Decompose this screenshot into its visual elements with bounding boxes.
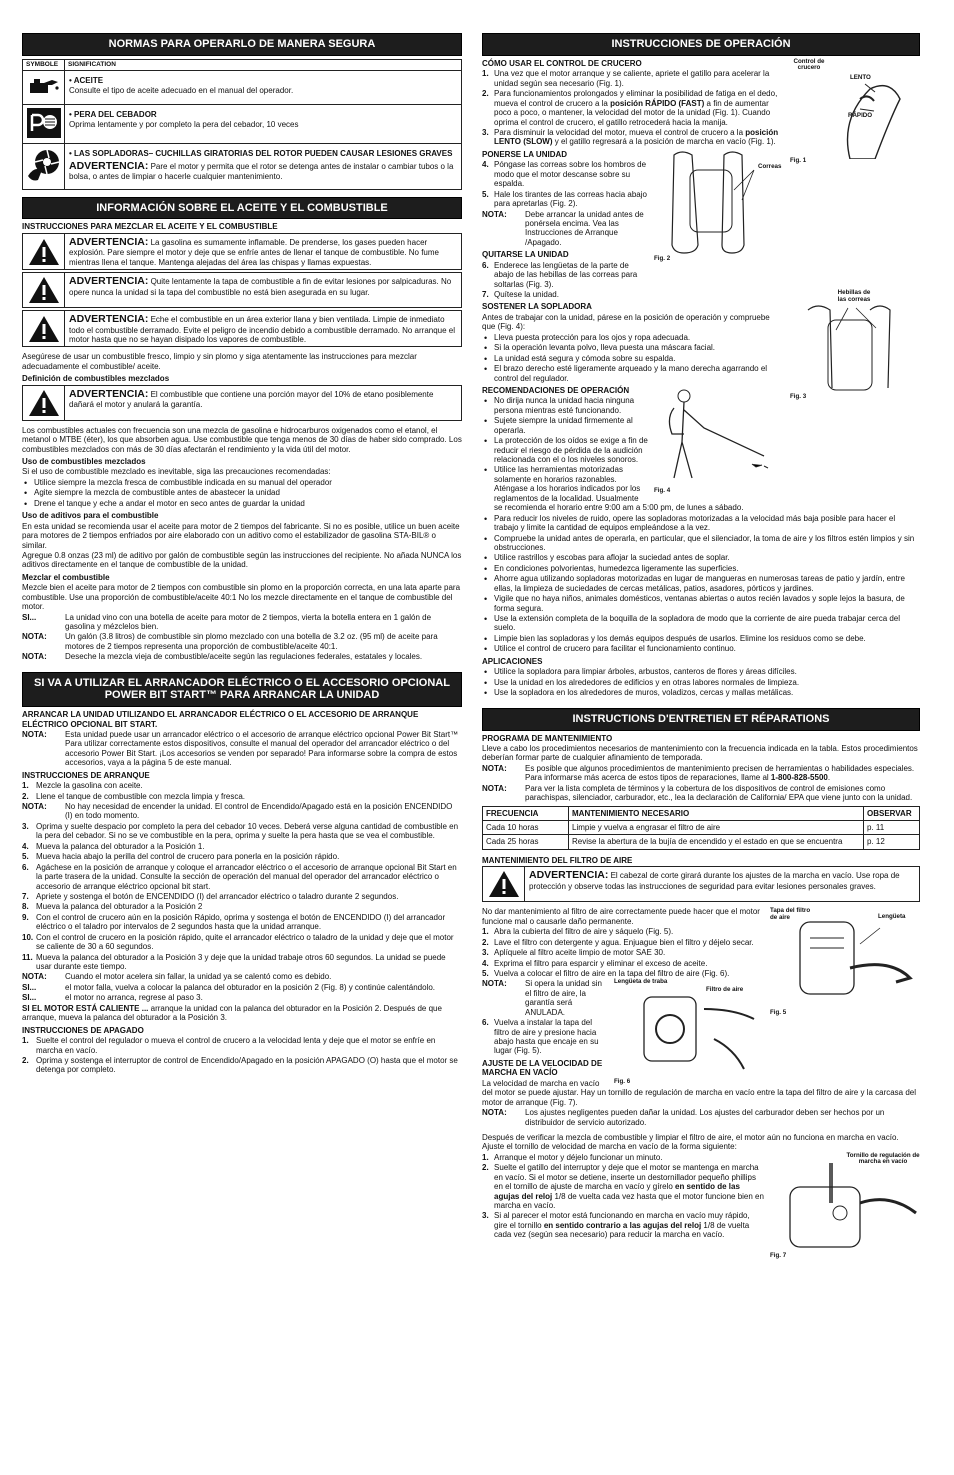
note-row: NOTA: Para ver la lista completa de términos y la cobertura de los dispositivos de control de emisiones como parachispas, silenciador, carburador, etc., lea la declaración de California/ EPA que viene junto con la unidad.: [482, 783, 913, 803]
air-filter-figure: [614, 979, 764, 1079]
list-item: • Si la operación levanta polvo, lleva puesta una máscara facial.: [482, 343, 920, 352]
cruise-heading: CÓMO USAR EL CONTROL DE CRUCERO: [482, 58, 642, 68]
col-meaning: SIGNIFICATION: [65, 59, 462, 70]
list-item: • Utilice siempre la mezcla fresca de combustible indicada en su manual del operador: [22, 478, 462, 487]
list-item: • La unidad está segura y cómoda sobre su espalda.: [482, 354, 920, 363]
step-row: 4. Mueva la palanca del obturador a la Posición 1.: [22, 841, 205, 851]
note-row: NOTA: Un galón (3.8 litros) de combustible sin plomo mezclado con una botella de 3.2 oz. (95 ml) de aceite para motores de 2 tiempos representa una proporción de combustible/aceite 40:1.: [22, 632, 438, 651]
fuel-paragraph: En esta unidad se recomienda usar el aceite para motor de 2 tiempos del fabricante. Si no es posible, utilice un buen aceite para motores de 2 tiempos enfriados por aire elaborado con un aditivo como el estabilizador de gasolina STA-BIL® o similar.: [22, 521, 460, 550]
wear-heading: PONERSE LA UNIDAD: [482, 149, 568, 159]
symbol-text: ADVERTENCIA: Pare el motor y permita que el rotor se detenga antes de instalar o cambiar tubos o la bolsa, o antes de limpiar o hacerle cualquier mantenimiento.: [69, 159, 454, 181]
list-item: • Compruebe la unidad antes de operarla, en particular, que el silenciador, la toma de aire y los filtros estén limpios y sin obstrucciones.: [482, 534, 920, 553]
figure-7: Tornillo de regulación de marcha en vacío Fig. 7: [770, 1151, 920, 1259]
note-row: SI... el motor no arranca, regrese al paso 3.: [22, 993, 203, 1003]
idle-paragraph: Después de verificar la mezcla de combustible y limpiar el filtro de aire, el motor aún no funciona en marcha en vacío. Ajuste el tornillo de velocidad de marcha en vacío de la forma siguiente:: [482, 1132, 899, 1152]
list-item: • Agite siempre la mezcla de combustible antes de abastecer la unidad: [22, 488, 462, 497]
list-item: • Vigile que no haya niños, animales domésticos, ventanas abiertas o autos recién lavados y sople lejos la basura, de forma segura.: [482, 594, 920, 613]
filter-paragraph: No dar mantenimiento al filtro de aire correctamente puede hacer que el motor funcione mal o causarle daño permanente.: [482, 907, 760, 926]
step-row: 5. Mueva hacia abajo la perilla del control de crucero para ponerla en la posición rápido.: [22, 852, 340, 862]
stop-heading: INSTRUCCIONES DE APAGADO: [22, 1025, 144, 1035]
uso-heading: Uso de combustibles mezclados: [22, 457, 146, 467]
list-item: • La protección de los oídos se exige a fin de reducir el riesgo de pérdida de la audición relacionada con el o los niveles sonoros.: [482, 436, 920, 464]
symbol-text: Oprima lentamente y por completo la pera del cebador, 10 veces: [69, 120, 299, 130]
step-row: 3. Para disminuir la velocidad del motor, mueva el control de crucero a la posición LENTO (SLOW) y el gatillo regresará a la posición de marcha en vacío (Fig. 1).: [482, 128, 779, 147]
step-row: 2. Llene el tanque de combustible con mezcla limpia y fresca.: [22, 791, 245, 801]
list-item: • Use la sopladora en los alrededores de muros, voladizos, cercas y mallas metálicas.: [482, 688, 920, 697]
section-title-safety: NORMAS PARA OPERARLO DE MANERA SEGURA: [22, 33, 462, 56]
hold-paragraph: Antes de trabajar con la unidad, párese en la posición de operación y compruebe que (Fig. 4):: [482, 312, 770, 332]
mezclar-heading: Mezclar el combustible: [22, 572, 110, 582]
schedule-heading: PROGRAMA DE MANTENIMIENTO: [482, 733, 613, 743]
note-row: NOTA: Si opera la unidad sin el filtro de aire, la garantía será ANULADA.: [482, 979, 602, 1017]
maintenance-table: FRECUENCIA MANTENIMIENTO NECESARIO OBSERVAR Cada 10 horas Limpie y vuelva a engrasar el filtro de aire p. 11 Cada 25 horas Revise la abertura de la bujía de encendido y el estado en que se encuentra p. 12: [482, 806, 920, 850]
list-item: • Utilice las herramientas motorizadas solamente en horarios razonables. Aténgase a los horarios indicados por los reglamentos de la localidad. Usualmente se recomienda el horario entre 9:00 am a 5:00 pm, de lunes a sábado.: [482, 465, 920, 512]
note-row: NOTA: Es posible que algunos procedimientos de mantenimiento precisen de herramientas o habilidades especiales. Para informarse más acerca de estos tipos de reparaciones, llame al 1-800-828-5500.: [482, 763, 915, 783]
start-steps: [22, 781, 462, 971]
step-row: 5. Vuelva a colocar el filtro de aire en la tapa del filtro de aire (Fig. 6).: [482, 968, 730, 978]
step-row: 10. Con el control de crucero en la posición rápido, quite el arrancador eléctrico o taladro de la unidad y deje que el motor se caliente de 30 a 60 segundos.: [22, 932, 454, 952]
step-row: 2. Lave el filtro con detergente y agua. Enjuague bien el filtro y déjelo secar.: [482, 937, 754, 947]
step-row: 8. Mueva la palanca del obturador a la Posición 2: [22, 902, 203, 912]
filter-cover-figure: [770, 908, 920, 1010]
warning-triangle-icon: [488, 870, 520, 898]
figure-2: Correas Fig. 2: [654, 150, 784, 262]
warning-triangle-icon: [28, 276, 60, 304]
hold-heading: SOSTENER LA SOPLADORA: [482, 302, 592, 312]
recommend-list-b: [482, 514, 920, 654]
step-row: 3. Si al parecer el motor está funcionando en marcha en vacío muy rápido, gire el tornillo en sentido contrario a las agujas del reloj 1/8 de vuelta cada vez (según sea necesario) para reducir la marcha en vacío.: [482, 1211, 750, 1240]
list-item: • Utilice rastrillos y escobas para aflojar la suciedad antes de soplar.: [482, 553, 920, 562]
start-heading: INSTRUCCIONES DE ARRANQUE: [22, 770, 150, 780]
list-item: • Sujete siempre la unidad firmemente al operarla.: [482, 416, 920, 435]
idle-screw-figure: [770, 1153, 920, 1253]
step-row: 6. Agáchese en la posición de arranque y coloque el arrancador eléctrico o el accesorio de arranque opcional Bit Start en la parte trasera de la unidad. Consulte la sección de operación del manual del operador del arrancador eléctrico o accesorio de arranque eléctrico opcional bit start.: [22, 862, 457, 891]
symbol-text: Consulte el tipo de aceite adecuado en el manual del operador.: [69, 86, 294, 96]
step-row: 3. Aplíquele al filtro aceite limpio de motor SAE 30.: [482, 948, 666, 958]
step-row: 7. Quítese la unidad.: [482, 290, 559, 300]
section-title-fuel: INFORMACIÓN SOBRE EL ACEITE Y EL COMBUSTIBLE: [22, 197, 462, 220]
start-subheading: ARRANCAR LA UNIDAD UTILIZANDO EL ARRANCADOR ELÉCTRICO O EL ACCESORIO DE ARRANQUE ELÉCTRICO OPCIONAL BIT START.: [22, 710, 419, 729]
primer-bulb-icon: [23, 104, 65, 143]
list-item: • Utilice la sopladora para limpiar árboles, arbustos, canteros de flores y áreas difíciles.: [482, 667, 920, 676]
idle-heading: AJUSTE DE LA VELOCIDAD DE MARCHA EN VACÍO: [482, 1058, 603, 1078]
step-row: 1. Arranque el motor y déjelo funcionar un minuto.: [482, 1152, 663, 1162]
list-item: • Use la extensión completa de la boquilla de la sopladora de modo que la corriente de aire pueda trabajar cerca del suelo.: [482, 614, 920, 633]
figure-1: Control de crucero LENTO RÁPIDO Fig. 1: [790, 59, 920, 164]
list-item: • No dirija nunca la unidad hacia ninguna persona mientras esté funcionando.: [482, 396, 920, 415]
fuel-paragraph: Asegúrese de usar un combustible fresco, limpio y sin plomo y siga atentamente las instrucciones para mezclar adecuadamente el combustible/ aceite.: [22, 352, 417, 371]
step-row: 6. Vuelva a instalar la tapa del filtro de aire y presione hacia abajo hasta que encaje en su lugar (Fig. 5).: [482, 1018, 599, 1056]
left-column: [22, 33, 462, 1465]
filter-heading: MANTENIMIENTO DEL FILTRO DE AIRE: [482, 855, 633, 865]
hold-list: [482, 333, 920, 383]
note-row: SI... La unidad vino con una botella de aceite para motor de 2 tiempos, vierta la botella entera en 1 galón de gasolina y mézclelos bien.: [22, 612, 432, 632]
figure-4: Fig. 4: [654, 384, 784, 494]
remove-heading: QUITARSE LA UNIDAD: [482, 250, 569, 260]
list-item: • Utilice el control de crucero para facilitar el funcionamiento continuo.: [482, 644, 920, 653]
step-row: 5. Hale los tirantes de las correas hacia abajo para apretarlas (Fig. 2).: [482, 189, 647, 209]
right-column: [482, 33, 920, 1465]
warning-triangle-icon: [28, 315, 60, 343]
step-row: 11. Mueva la palanca del obturador a la Posición 3 y deje que la unidad trabaje otros 60 segundos. La unidad se puede usar durante este tiempo.: [22, 952, 446, 971]
list-item: • En condiciones polvorientas, humedezca ligeramente las superficies.: [482, 564, 920, 573]
section-title-maintenance: INSTRUCTIONS D'ENTRETIEN ET RÉPARATIONS: [482, 708, 920, 731]
schedule-paragraph: Lleve a cabo los procedimientos necesarios de mantenimiento con la frecuencia indicada en la tabla. Estos procedimientos deberían formar parte de cualquier afinamiento de temporada.: [482, 743, 918, 763]
section-title-operation: INSTRUCCIONES DE OPERACIÓN: [482, 33, 920, 56]
aditivo-heading: Uso de aditivos para el combustible: [22, 511, 159, 521]
note-row: SI... el motor falla, vuelva a colocar la palanca del obturador en la posición 2 (Fig. 8) y continúe calentándolo.: [22, 982, 435, 992]
warning-box: ADVERTENCIA: La gasolina es sumamente inflamable. De prenderse, los gases pueden hacer explosión. Pare siempre el motor y deje que se enfríe antes de llenar el tanque de combustible. No fume mientras llena el tanque. Mantenga alejadas del área las chispas y llamas expuestas.: [22, 233, 462, 270]
table-row: Cada 10 horas Limpie y vuelva a engrasar el filtro de aire p. 11: [483, 821, 920, 835]
table-row: Cada 25 horas Revise la abertura de la bujía de encendido y el estado en que se encuentra p. 12: [483, 835, 920, 849]
symbol-title: • PERA DEL CEBADOR: [69, 109, 157, 119]
fuel-paragraph: Mezcle bien el aceite para motor de 2 tiempos con combustible sin plomo en la proporción correcta, en una lata aparte para combustible. Use una proporción de combustible/aceite 40:1 No los mezcle directamente en el tanque de combustible del motor.: [22, 583, 461, 612]
step-row: 4. Póngase las correas sobre los hombros de modo que el motor descanse sobre su espalda.: [482, 160, 647, 189]
warning-triangle-icon: [28, 389, 60, 417]
step-row: 7. Apriete y sostenga el botón de ENCENDIDO (I) del arrancador eléctrico o taladro durante 2 segundos.: [22, 891, 399, 901]
figure-5: Tapa del filtro de aire Lengüeta Fig. 5: [770, 908, 920, 1016]
warning-box: ADVERTENCIA: El cabezal de corte girará durante los ajustes de la marcha en vacío. Use ropa de protección y observe todas las instrucciones de seguridad para evitar lesiones personales graves.: [482, 866, 920, 902]
applications-heading: APLICACIONES: [482, 656, 543, 666]
recommend-list-a: [482, 396, 920, 512]
step-row: 1. Mezcle la gasolina con aceite.: [22, 781, 143, 791]
note-row: NOTA: Debe arrancar la unidad antes de ponérsela encima. Vea las Instrucciones de Arranque /Apagado.: [482, 209, 644, 247]
step-row: 2. Oprima y sostenga el interruptor de control de Encendido/Apagado en la posición APAGADO (O) hasta que el motor se detenga por completo.: [22, 1055, 458, 1075]
fuel-paragraph: Si el uso de combustible mezclado es inevitable, siga las precauciones recomendadas:: [22, 467, 331, 477]
list-item: • El brazo derecho esté ligeramente arqueado y la mano derecha agarrando el control del regulador.: [482, 364, 920, 383]
symbol-table: [22, 59, 462, 190]
list-item: • Use la unidad en los alrededores de edificios y en otras labores normales de limpieza.: [482, 678, 920, 687]
def-heading: Definición de combustibles mezclados: [22, 374, 170, 384]
step-row: 3. Oprima y suelte despacio por completo la pera del cebador 10 veces. Deberá verse alguna cantidad de combustible en la pera del cebador. Si no se ve combustible en la pera, oprima y suelte la pera hasta que se vea el combustible.: [22, 821, 459, 841]
step-row: 1. Una vez que el motor arranque y se caliente, apriete el gatillo para acelerar la unidad según sea necesario (Fig. 1).: [482, 69, 770, 88]
note-row: NOTA: Deseche la mezcla vieja de combustible/aceite según las regulaciones federales, estatales y locales.: [22, 652, 423, 662]
warning-box: ADVERTENCIA: El combustible que contiene una porción mayor del 10% de etano posiblemente dañará el motor y anulará la garantía.: [22, 385, 462, 421]
warning-box: ADVERTENCIA: Quite lentamente la tapa de combustible a fin de evitar lesiones por salpicaduras. No opere nunca la unidad si la tapa del combustible no está bien asegurada en su lugar.: [22, 272, 462, 308]
step-row: 2. Para funcionamientos prolongados y eliminar la posibilidad de fatiga en el dedo, mueva el control de crucero a la posición RÁPIDO (FAST) a fin de aumentar poco a poco, o mantener, la velocidad del motor de la unidad (Fig. 1). Cuando oprima el control de crucero, el gatillo retrocederá hacia la manija.: [482, 89, 778, 127]
step-row: 2. Suelte el gatillo del interruptor y deje que el motor se mantenga en marcha en vacío. Si el motor se detiene, inserte un destornillador pequeño phillips en el tornillo de ajuste de marcha en vacío y gírelo en sentido de las agujas del reloj 1/8 de vuelta cada vez hasta que el motor funcione bien en marcha en vacío.: [482, 1163, 764, 1210]
step-row: NOTA: No hay necesidad de encender la unidad. El control de Encendido/Apagado está en la posición ENCENDIDO (I) en todo momento.: [22, 802, 453, 821]
figure-6: Lengüeta de traba Filtro de aire Fig. 6: [614, 979, 764, 1085]
warning-triangle-icon: [28, 238, 60, 266]
fuel-paragraph: Los combustibles actuales con frecuencia son una mezcla de gasolina e hidrocarburos oxigenados como el etanol, el metanol o MTBE (éter), los que absorben agua. Use combustible que tenga menos de 30 días de haber sido comprado. Los combustibles mezclados con más de 30 días afectarán el rendimiento y la vida útil del motor.: [22, 425, 462, 454]
recommend-heading: RECOMENDACIONES DE OPERACIÓN: [482, 385, 630, 395]
applications-list: [482, 667, 920, 697]
section-title-electric-start: SI VA A UTILIZAR EL ARRANCADOR ELÉCTRICO O EL ACCESORIO OPCIONAL POWER BIT START™ PARA ARRANCAR LA UNIDAD: [22, 672, 462, 707]
col-symbol: SYMBOLE: [23, 59, 65, 70]
step-row: 4. Exprima el filtro para esparcir y eliminar el exceso de aceite.: [482, 958, 708, 968]
step-row: 1. Suelte el control del regulador o mueva el control de crucero a la velocidad lenta y deje que el motor se enfríe en marcha en vacío.: [22, 1036, 436, 1055]
oil-can-icon: [23, 70, 65, 104]
list-item: • Drene el tanque y eche a andar el motor en seco antes de guardar la unidad: [22, 499, 462, 508]
uso-list: [22, 478, 462, 508]
idle-paragraph: La velocidad de marcha en vacío del motor se puede ajustar. Hay un tornillo de regulación de marcha en vacío entre la tapa del filtro de aire y la carcasa del motor de arranque (Fig. 7).: [482, 1078, 917, 1107]
fuel-paragraph: Agregue 0.8 onzas (23 ml) de aditivo por galón de combustible según las instrucciones del recipiente. No añada NUNCA los aditivos directamente en el tanque de combustible de la unidad.: [22, 550, 462, 570]
step-row: 1. Abra la cubierta del filtro de aire y sáquelo (Fig. 5).: [482, 927, 674, 937]
note-row: NOTA: Los ajustes negligentes pueden dañar la unidad. Los ajustes del carburador deben ser hechos por un distribuidor de servicio autorizado.: [482, 1108, 885, 1127]
symbol-title: • ACEITE: [69, 75, 104, 85]
rotor-blade-hand-icon: [23, 144, 65, 189]
list-item: • Limpie bien las sopladoras y los demás equipos después de usarlos. Elimine los residuos como se debe.: [482, 634, 920, 643]
list-item: • Ahorre agua utilizando sopladoras motorizadas en lugar de mangueras en numerosas tareas de patio y jardín, entre ellas, la limpieza de suciedades de cercas metálicas, patios, asadores, pórticos y jardines.: [482, 574, 920, 593]
step-row: 9. Con el control de crucero aún en la posición Rápido, oprima y sostenga el botón de ENCENDIDO (I) del arrancador eléctrico o el taladro por intervalos de 2 segundos hasta que la unidad arranque.: [22, 912, 446, 932]
warning-box: ADVERTENCIA: Eche el combustible en un área exterior llana y bien ventilada. Limpie de inmediato todo el combustible derramado. Evite el peligro de incendio debido a combustible derramado. No arranque el motor hasta que no se hayan disipado los vapores de combustible.: [22, 310, 462, 347]
note-row: NOTA: Esta unidad puede usar un arrancador eléctrico o el accesorio de arranque eléctrico opcional Power Bit Start™ Para utilizar correctamente estos dispositivos, consulte el manual del operador del arrancador eléctrico o del accesorio Power Bit Start. ¡Los accesorios se venden por separado! Para informarse sobre la compra de estos accesorios, vaya a la página 5 de este manual.: [22, 729, 459, 768]
step-row: 6. Enderece las lengüetas de la parte de abajo de las hebillas de las correas para soltarlas (Fig. 3).: [482, 260, 638, 289]
list-item: • Para reducir los niveles de ruido, opere las sopladoras motorizadas a la velocidad más baja posible para hacer el trabajo y limite la cantidad de equipos empleándose a la vez.: [482, 514, 920, 533]
note-row: NOTA: Cuando el motor acelera sin fallar, la unidad ya se calentó como es debido.: [22, 972, 332, 982]
list-item: • Lleva puesta protección para los ojos y ropa adecuada.: [482, 333, 920, 342]
symbol-title: • LAS SOPLADORAS– CUCHILLAS GIRATORIAS DEL ROTOR PUEDEN CAUSAR LESIONES GRAVES: [69, 149, 453, 159]
hot-engine-text: SI EL MOTOR ESTÁ CALIENTE ... arranque la unidad con la palanca del obturador en la Posición 2. Después de que arranque, mueva la palanca del obturador a la Posición 3.: [22, 1003, 442, 1023]
figure-3: Hebillas de las correas Fig. 3: [790, 290, 920, 400]
mix-heading: INSTRUCCIONES PARA MEZCLAR EL ACEITE Y EL COMBUSTIBLE: [22, 222, 278, 232]
